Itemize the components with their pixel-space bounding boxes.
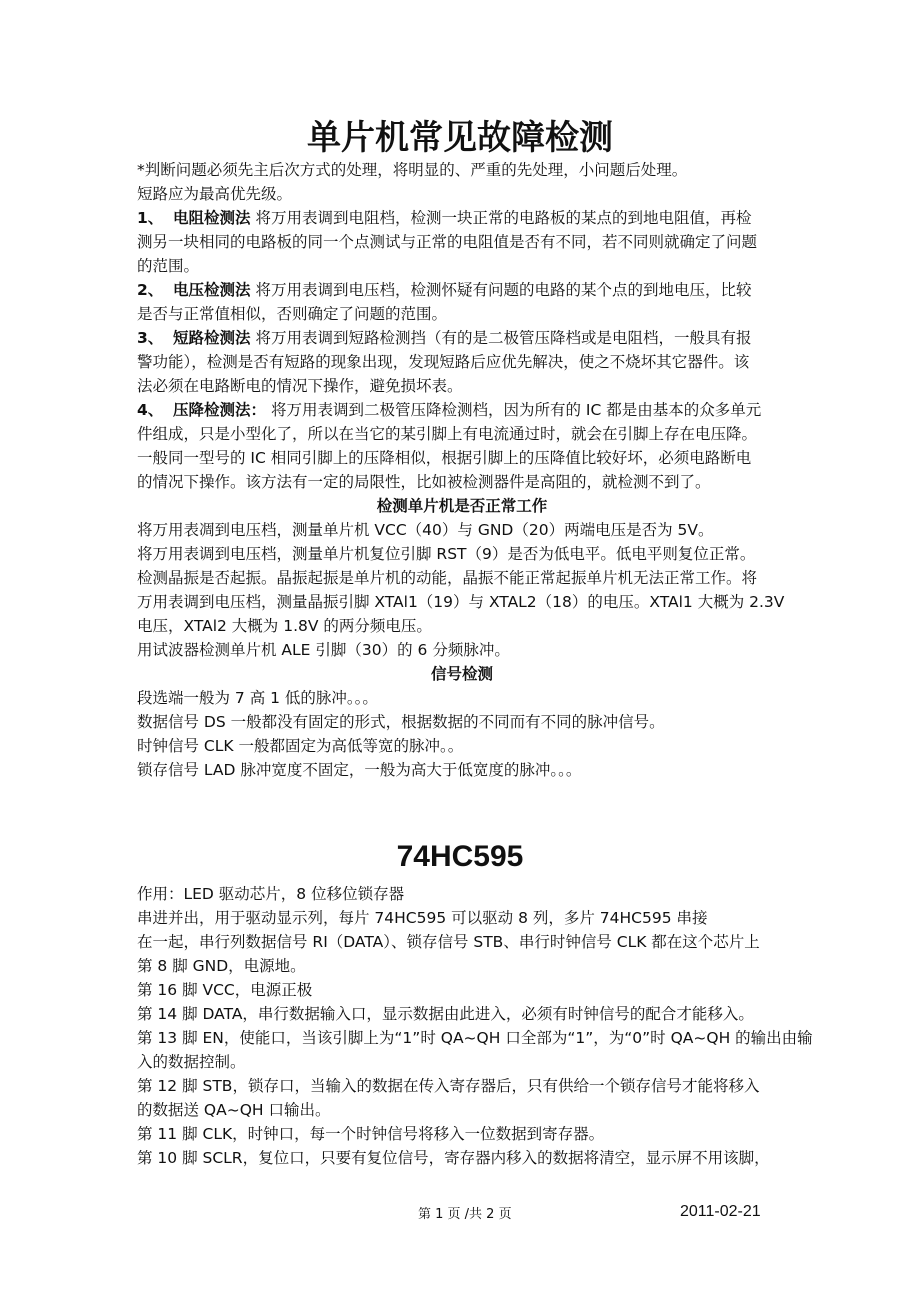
74hc595-section [137, 882, 813, 1170]
method-item-line: 的范围。 [137, 257, 200, 275]
method-label: 短路检测法 [173, 329, 251, 347]
method-item-line [137, 206, 787, 230]
method-item-line [137, 398, 787, 422]
method-item-line: 是否与正常值相似，否则确定了问题的范围。 [137, 305, 448, 323]
text-line: 短路应为最高优先级。 [137, 185, 293, 203]
text-line: 将万用表调到电压档，测量单片机复位引脚 RST（9）是否为低电平。低电平则复位正常。 [137, 545, 756, 563]
method-text: 将万用表调到电阻档，检测一块正常的电路板的某点的到地电阻值，再检 [255, 209, 752, 227]
document-title: 单片机常见故障检测 [307, 118, 613, 158]
text-line: 段选端一般为 7 高 1 低的脉冲。。。 [137, 689, 378, 707]
method-text: 将万用表调到电压档，检测怀疑有问题的电路的某个点的到地电压，比较 [255, 281, 752, 299]
method-label: 压降检测法： [173, 401, 267, 419]
text-line: 检测晶振是否起振。晶振起振是单片机的动能，晶振不能正常起振单片机无法正常工作。将 [137, 569, 758, 587]
text-line: 第 10 脚 SCLR，复位口，只要有复位信号，寄存器内移入的数据将清空，显示屏不用该脚， [137, 1149, 770, 1167]
text-line: 入的数据控制。 [137, 1053, 246, 1071]
item-number: 2、 [137, 281, 164, 299]
method-item-line: 测另一块相同的电路板的同一个点测试与正常的电阻值是否有不同，若不同则就确定了问题 [137, 233, 758, 251]
text-line: 串进并出，用于驱动显示列，每片 74HC595 可以驱动 8 列，多片 74HC595 串接 [137, 909, 708, 927]
text-line: 数据信号 DS 一般都没有固定的形式，根据数据的不同而有不同的脉冲信号。 [137, 713, 665, 731]
method-text: 将万用表调到短路检测挡（有的是二极管压降档或是电阻档，一般具有报 [255, 329, 752, 347]
text-line: 的数据送 QA~QH 口输出。 [137, 1101, 331, 1119]
page-number: 第 1 页 /共 2 页 [418, 1207, 512, 1222]
method-item-line: 一般同一型号的 IC 相同引脚上的压降相似，根据引脚上的压降值比较好坏，必须电路断电 [137, 449, 752, 467]
section-heading: 信号检测 [430, 665, 493, 683]
text-line: 第 11 脚 CLK，时钟口，每一个时钟信号将移入一位数据到寄存器。 [137, 1125, 605, 1143]
item-number: 1、 [137, 209, 164, 227]
item-number: 3、 [137, 329, 164, 347]
text-line: 第 12 脚 STB，锁存口，当输入的数据在传入寄存器后，只有供给一个锁存信号才能将移入 [137, 1077, 760, 1095]
section-heading: 检测单片机是否正常工作 [376, 497, 548, 515]
method-item-line: 法必须在电路断电的情况下操作，避免损坏表。 [137, 377, 463, 395]
text-line: 用试波器检测单片机 ALE 引脚（30）的 6 分频脉冲。 [137, 641, 510, 659]
method-label: 电阻检测法 [173, 209, 251, 227]
method-item-line: 警功能），检测是否有短路的现象出现，发现短路后应优先解决，使之不烧坏其它器件。该 [137, 353, 750, 371]
text-line: 电压，XTAl2 大概为 1.8V 的两分频电压。 [137, 617, 432, 635]
text-line: 作用：LED 驱动芯片，8 位移位锁存器 [137, 885, 405, 903]
fault-detection-section [137, 158, 787, 782]
method-item-line [137, 278, 787, 302]
text-line: 万用表调到电压档，测量晶振引脚 XTAl1（19）与 XTAL2（18）的电压。XTAl1 大概为 2.3V [137, 593, 785, 611]
document-date: 2011-02-21 [680, 1203, 761, 1220]
text-line: 在一起，串行列数据信号 RI（DATA）、锁存信号 STB、串行时钟信号 CLK 都在这个芯片上 [137, 933, 760, 951]
text-line: *判断问题必须先主后次方式的处理，将明显的、严重的先处理，小问题后处理。 [137, 161, 688, 179]
method-label: 电压检测法 [173, 281, 251, 299]
text-line: 第 16 脚 VCC，电源正极 [137, 981, 313, 999]
text-line: 第 13 脚 EN，使能口，当该引脚上为“1”时 QA~QH 口全部为“1”，为“0”时 QA~QH 的输出由输 [137, 1029, 813, 1047]
text-line: 第 14 脚 DATA，串行数据输入口，显示数据由此进入，必须有时钟信号的配合才能移入。 [137, 1005, 754, 1023]
section-title-74hc595: 74HC595 [396, 840, 524, 873]
method-item-line: 的情况下操作。该方法有一定的局限性，比如被检测器件是高阻的，就检测不到了。 [137, 473, 711, 491]
text-line: 时钟信号 CLK 一般都固定为高低等宽的脉冲。。 [137, 737, 464, 755]
method-item-line [137, 326, 787, 350]
method-item-line: 件组成，只是小型化了，所以在当它的某引脚上有电流通过时，就会在引脚上存在电压降。 [137, 425, 758, 443]
text-line: 第 8 脚 GND，电源地。 [137, 957, 306, 975]
text-line: 将万用表凋到电压档，测量单片机 VCC（40）与 GND（20）两端电压是否为 5V。 [137, 521, 714, 539]
item-number: 4、 [137, 401, 164, 419]
text-line: 锁存信号 LAD 脉冲宽度不固定，一般为高大于低宽度的脉冲。。。 [137, 761, 582, 779]
method-text: 将万用表调到二极管压降检测档，因为所有的 IC 都是由基本的众多单元 [270, 401, 762, 419]
